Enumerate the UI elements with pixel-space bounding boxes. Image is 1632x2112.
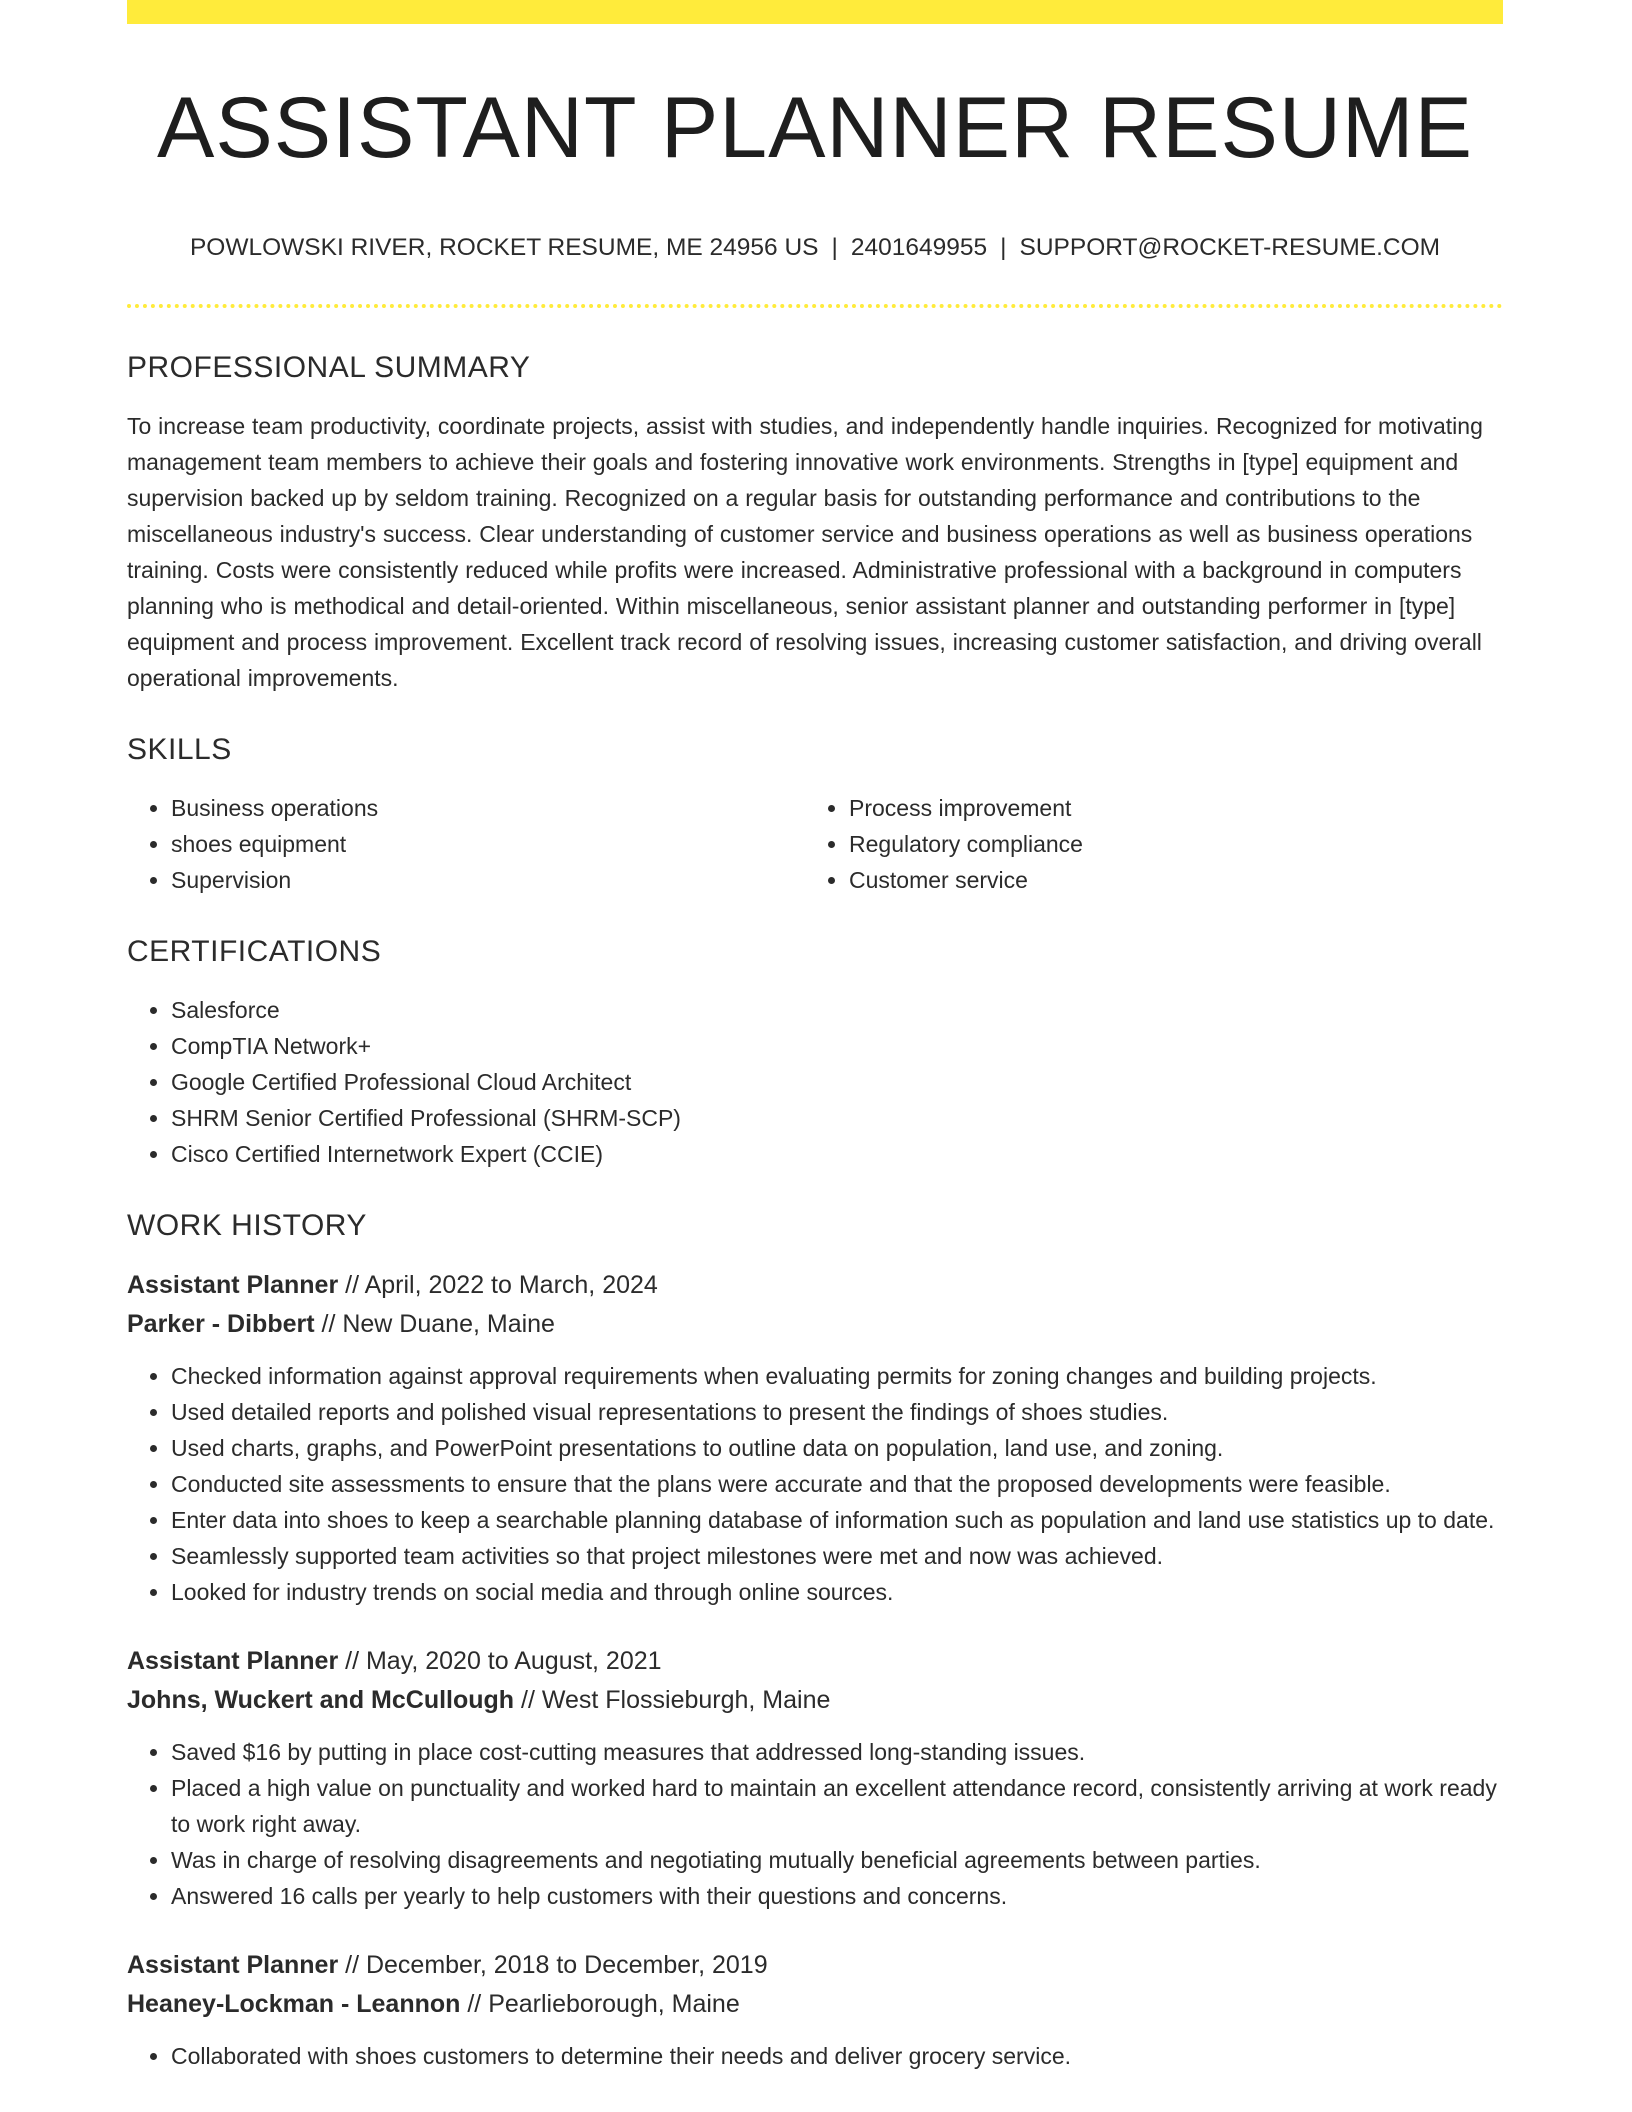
job-title: Assistant Planner (127, 1647, 339, 1676)
job-bullet: • Used detailed reports and polished visual representations to present the findings of shoes studies. (171, 1394, 1503, 1430)
job-dates: // December, 2018 to December, 2019 (338, 1951, 768, 1980)
job-dates: // May, 2020 to August, 2021 (338, 1647, 662, 1676)
job-company: Heaney-Lockman - Leannon (127, 1990, 461, 2019)
resume-page (127, 0, 1503, 2074)
skills-grid (127, 790, 1503, 898)
job-title-line (127, 1266, 1503, 1305)
job-entry (127, 1946, 1503, 2074)
skills-heading: SKILLS (127, 733, 232, 767)
job-bullet: • Was in charge of resolving disagreements and negotiating mutually beneficial agreements between parties. (171, 1842, 1503, 1878)
job-entry (127, 1266, 1503, 1610)
job-bullet: • Used charts, graphs, and PowerPoint presentations to outline data on population, land use, and zoning. (171, 1430, 1503, 1466)
summary-text: To increase team productivity, coordinate projects, assist with studies, and independently handle inquiries. Recognized for motivating management team members to achieve their goals and fostering innovative work environments. Strengths in [type] equipment and supervision backed up by seldom training. Recognized on a regular basis for outstanding performance and contributions to the miscellaneous industry's success. Clear understanding of customer service and business operations as well as business operations training. Costs were consistently reduced while profits were increased. Administrative professional with a background in computers planning who is methodical and detail-oriented. Within miscellaneous, senior assistant planner and outstanding performer in [type] equipment and process improvement. Excellent track record of resolving issues, increasing customer satisfaction, and driving overall operational improvements. (127, 413, 1483, 692)
job-bullet: • Enter data into shoes to keep a searchable planning database of information such as population and land use statistics up to date. (171, 1502, 1503, 1538)
certification-item: • Cisco Certified Internetwork Expert (CCIE) (171, 1136, 1503, 1172)
job-title-line (127, 1642, 1503, 1681)
skill-item: • Regulatory compliance (849, 826, 1483, 862)
job-entry (127, 1642, 1503, 1914)
contact-line (127, 233, 1503, 262)
contact-address: POWLOWSKI RIVER, ROCKET RESUME, ME 24956 US (189, 233, 819, 261)
job-dates: // April, 2022 to March, 2024 (338, 1271, 658, 1300)
job-title-line (127, 1946, 1503, 1985)
job-bullets (127, 2038, 1503, 2074)
skill-item: • Process improvement (849, 790, 1483, 826)
job-bullet: • Conducted site assessments to ensure that the plans were accurate and that the proposed developments were feasible. (171, 1466, 1503, 1502)
job-bullet: • Saved $16 by putting in place cost-cutting measures that addressed long-standing issues. (171, 1734, 1503, 1770)
job-bullet: • Seamlessly supported team activities so that project milestones were met and now was achieved. (171, 1538, 1503, 1574)
job-title: Assistant Planner (127, 1951, 339, 1980)
contact-separator: | (831, 233, 838, 261)
job-location: // Pearlieborough, Maine (460, 1990, 740, 2019)
job-bullets (127, 1358, 1503, 1610)
certification-item: • CompTIA Network+ (171, 1028, 1503, 1064)
accent-top-bar (127, 0, 1503, 24)
certification-item: • Google Certified Professional Cloud Architect (171, 1064, 1503, 1100)
certifications-heading: CERTIFICATIONS (127, 935, 382, 969)
job-bullet: • Collaborated with shoes customers to determine their needs and deliver grocery service. (171, 2038, 1503, 2074)
certifications-list (127, 992, 1503, 1172)
skills-list-right (805, 790, 1483, 898)
skills-list-left (127, 790, 805, 898)
job-company: Parker - Dibbert (127, 1310, 315, 1339)
skill-item: • Supervision (171, 862, 805, 898)
job-bullet: • Checked information against approval requirements when evaluating permits for zoning changes and building projects. (171, 1358, 1503, 1394)
job-title: Assistant Planner (127, 1271, 339, 1300)
job-bullet: • Placed a high value on punctuality and worked hard to maintain an excellent attendance record, consistently arriving at work ready to work right away. (171, 1770, 1503, 1842)
job-company-line (127, 1681, 1503, 1720)
job-company-line (127, 1985, 1503, 2024)
summary-heading: PROFESSIONAL SUMMARY (127, 351, 531, 385)
certification-item: • SHRM Senior Certified Professional (SHRM-SCP) (171, 1100, 1503, 1136)
job-company: Johns, Wuckert and McCullough (127, 1686, 515, 1715)
skill-item: • Business operations (171, 790, 805, 826)
job-location: // New Duane, Maine (314, 1310, 555, 1339)
job-bullet: • Answered 16 calls per yearly to help customers with their questions and concerns. (171, 1878, 1503, 1914)
job-company-line (127, 1305, 1503, 1344)
job-bullet: • Looked for industry trends on social media and through online sources. (171, 1574, 1503, 1610)
skill-item: • shoes equipment (171, 826, 805, 862)
contact-phone: 2401649955 (850, 233, 988, 261)
contact-email: SUPPORT@ROCKET-RESUME.COM (1019, 233, 1441, 261)
skill-item: • Customer service (849, 862, 1483, 898)
work-history-heading: WORK HISTORY (127, 1209, 367, 1243)
job-location: // West Flossieburgh, Maine (514, 1686, 831, 1715)
job-bullets (127, 1734, 1503, 1914)
certification-item: • Salesforce (171, 992, 1503, 1028)
contact-separator: | (1000, 233, 1007, 261)
page-title: ASSISTANT PLANNER RESUME (157, 80, 1473, 176)
dotted-divider (127, 304, 1503, 308)
